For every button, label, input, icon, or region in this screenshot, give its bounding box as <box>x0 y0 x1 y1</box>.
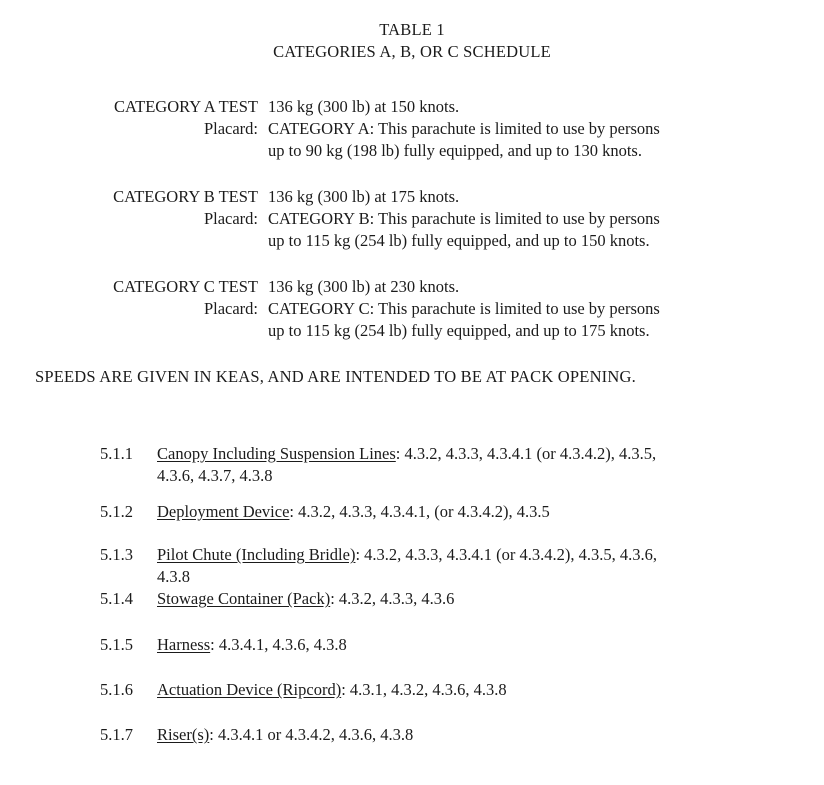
item-continuation: 4.3.6, 4.3.7, 4.3.8 <box>157 466 273 485</box>
category-b-placard-row <box>0 208 824 230</box>
item-refs: : 4.3.4.1, 4.3.6, 4.3.8 <box>210 635 347 654</box>
list-item-5-1-3 <box>100 544 824 588</box>
list-item-5-1-6 <box>100 679 824 701</box>
item-refs: : 4.3.4.1 or 4.3.4.2, 4.3.6, 4.3.8 <box>209 725 414 744</box>
item-number: 5.1.3 <box>100 545 133 564</box>
category-a-placard-line1: CATEGORY A: This parachute is limited to use by persons <box>268 119 660 138</box>
item-number: 5.1.2 <box>100 502 133 521</box>
item-name: Harness <box>157 635 211 654</box>
list-item-5-1-7 <box>100 724 824 746</box>
category-c-placard-row <box>0 298 824 320</box>
item-number: 5.1.5 <box>100 635 133 654</box>
category-c-test-label: CATEGORY C TEST <box>113 277 258 296</box>
category-a-test-row <box>0 96 824 118</box>
item-refs: : 4.3.1, 4.3.2, 4.3.6, 4.3.8 <box>341 680 507 699</box>
item-refs: : 4.3.2, 4.3.3, 4.3.4.1, (or 4.3.4.2), 4.3.5 <box>289 502 550 521</box>
item-refs: : 4.3.2, 4.3.3, 4.3.4.1 (or 4.3.4.2), 4.3.5, 4.3.6, <box>355 545 658 564</box>
category-a-placard-row2 <box>0 140 824 162</box>
item-refs: : 4.3.2, 4.3.3, 4.3.4.1 (or 4.3.4.2), 4.3.5, <box>395 444 657 463</box>
list-item-5-1-1 <box>100 443 824 487</box>
category-a-placard-line2: up to 90 kg (198 lb) fully equipped, and up to 130 knots. <box>268 141 642 160</box>
category-a-placard-label: Placard: <box>203 119 258 138</box>
speeds-note: SPEEDS ARE GIVEN IN KEAS, AND ARE INTENDED TO BE AT PACK OPENING. <box>35 367 636 386</box>
category-b-placard-row2 <box>0 230 824 252</box>
category-b-test-row <box>0 186 824 208</box>
category-schedule <box>0 96 824 342</box>
category-b-test-value: 136 kg (300 lb) at 175 knots. <box>268 187 460 206</box>
list-item-5-1-2 <box>100 501 824 523</box>
list-item-5-1-4 <box>100 588 824 610</box>
item-number: 5.1.4 <box>100 589 133 608</box>
item-name: Canopy Including Suspension Lines <box>157 444 396 463</box>
category-b-placard-line2: up to 115 kg (254 lb) fully equipped, and up to 150 knots. <box>268 231 650 250</box>
category-b-test-label: CATEGORY B TEST <box>113 187 258 206</box>
category-c-placard-line1: CATEGORY C: This parachute is limited to use by persons <box>268 299 660 318</box>
category-c-placard-label: Placard: <box>203 299 258 318</box>
item-name: Stowage Container (Pack) <box>157 589 331 608</box>
category-a-test-label: CATEGORY A TEST <box>114 97 258 116</box>
requirements-list <box>100 443 824 746</box>
category-c-block <box>0 276 824 342</box>
list-item-5-1-5 <box>100 634 824 656</box>
category-a-block <box>0 96 824 162</box>
table-title: TABLE 1 <box>379 20 445 39</box>
category-c-placard-line2: up to 115 kg (254 lb) fully equipped, and up to 175 knots. <box>268 321 650 340</box>
category-a-test-value: 136 kg (300 lb) at 150 knots. <box>268 97 460 116</box>
category-b-block <box>0 186 824 252</box>
item-name: Actuation Device (Ripcord) <box>157 680 342 699</box>
category-b-placard-label: Placard: <box>203 209 258 228</box>
item-continuation: 4.3.8 <box>157 567 190 586</box>
item-number: 5.1.7 <box>100 725 133 744</box>
category-c-test-row <box>0 276 824 298</box>
category-c-test-value: 136 kg (300 lb) at 230 knots. <box>268 277 460 296</box>
item-name: Pilot Chute (Including Bridle) <box>157 545 356 564</box>
item-name: Deployment Device <box>157 502 290 521</box>
item-number: 5.1.6 <box>100 680 133 699</box>
table-subtitle: CATEGORIES A, B, OR C SCHEDULE <box>273 42 551 61</box>
item-number: 5.1.1 <box>100 444 133 463</box>
category-c-placard-row2 <box>0 320 824 342</box>
item-refs: : 4.3.2, 4.3.3, 4.3.6 <box>330 589 455 608</box>
table-title-block <box>0 0 824 63</box>
category-b-placard-line1: CATEGORY B: This parachute is limited to use by persons <box>268 209 660 228</box>
item-name: Riser(s) <box>157 725 210 744</box>
category-a-placard-row <box>0 118 824 140</box>
